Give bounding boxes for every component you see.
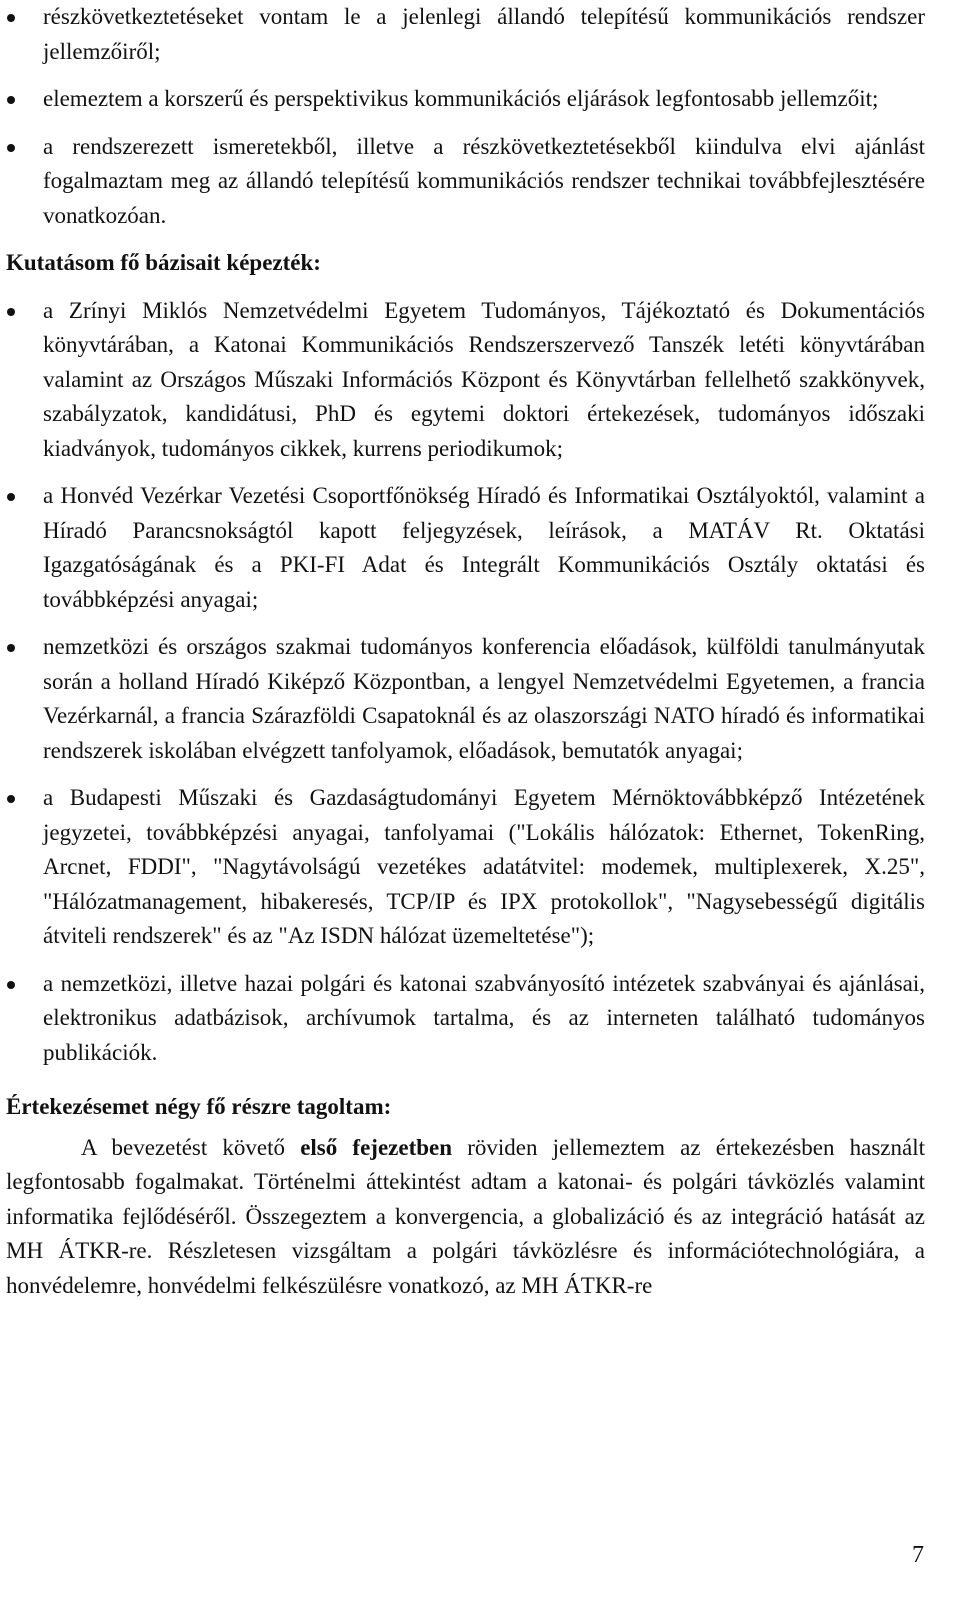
page-number: 7: [912, 1542, 924, 1568]
structure-paragraph: [6, 1131, 925, 1304]
sources-bullet-list: [6, 294, 925, 1071]
paragraph-bold-term: első fejezetben: [300, 1134, 453, 1160]
list-item: a rendszerezett ismeretekből, illetve a részkövetkeztetésekből kiindulva elvi ajánlást fogalmaztam meg az állandó telepítésű kommunikációs rendszer technikai továbbfejlesztésére vonatkozóan.: [6, 130, 925, 234]
list-item: elemeztem a korszerű és perspektivikus kommunikációs eljárások legfontosabb jellemzőit;: [6, 82, 925, 117]
intro-bullet-list: [6, 0, 925, 233]
list-item: a Budapesti Műszaki és Gazdaságtudományi Egyetem Mérnöktovábbképző Intézetének jegyzetei, továbbképzési anyagai, tanfolyamai ("Lokális hálózatok: Ethernet, TokenRing, Arcnet, FDDI", "Nagytávolságú vezetékes adatátvitel: modemek, multiplexerek, X.25", "Hálózatmanagement, hibakeresés, TCP/IP és IPX protokollok", "Nagysebességű digitális átviteli rendszerek" és az "Az ISDN hálózat üzemeltetése");: [6, 781, 925, 954]
document-page: [6, 0, 925, 1303]
list-item: részkövetkeztetéseket vontam le a jelenlegi állandó telepítésű kommunikációs rendszer jellemzőiről;: [6, 0, 925, 69]
paragraph-text-start: A bevezetést követő: [81, 1134, 301, 1160]
list-item: a Honvéd Vezérkar Vezetési Csoportfőnökség Híradó és Informatikai Osztályoktól, valamint a Híradó Parancsnokságtól kapott feljegyzések, leírások, a MATÁV Rt. Oktatási Igazgatóságának és a PKI-FI Adat és Integrált Kommunikációs Osztály oktatási és továbbképzési anyagai;: [6, 479, 925, 617]
list-item: a nemzetközi, illetve hazai polgári és katonai szabványosító intézetek szabványai és ajánlásai, elektronikus adatbázisok, archívumok tartalma, és az interneten található tudományos publikációk.: [6, 967, 925, 1071]
paragraph-text-rest: röviden jellemeztem az értekezésben használt legfontosabb fogalmakat. Történelmi áttekintést adtam a katonai- és polgári távközlés valamint informatika fejlődéséről. Összegeztem a konvergencia, a globalizáció és az integráció hatását az MH ÁTKR-re. Részletesen vizsgáltam a polgári távközlésre és információtechnológiára, a honvédelemre, honvédelmi felkészülésre vonatkozó, az MH ÁTKR-re: [6, 1134, 926, 1298]
bases-heading: Kutatásom fő bázisait képezték:: [6, 250, 321, 275]
structure-heading: Értekezésemet négy fő részre tagoltam:: [6, 1094, 392, 1119]
list-item: a Zrínyi Miklós Nemzetvédelmi Egyetem Tudományos, Tájékoztató és Dokumentációs könyvtárában, a Katonai Kommunikációs Rendszerszervező Tanszék letéti könyvtárában valamint az Országos Műszaki Információs Központ és Könyvtárban fellelhető szakkönyvek, szabályzatok, kandidátusi, PhD és egytemi doktori értekezések, tudományos időszaki kiadványok, tudományos cikkek, kurrens periodikumok;: [6, 294, 925, 467]
list-item: nemzetközi és országos szakmai tudományos konferencia előadások, külföldi tanulmányutak során a holland Híradó Kiképző Központban, a lengyel Nemzetvédelmi Egyetemen, a francia Vezérkarnál, a francia Szárazföldi Csapatoknál és az olaszországi NATO híradó és informatikai rendszerek iskolában elvégzett tanfolyamok, előadások, bemutatók anyagai;: [6, 630, 925, 768]
